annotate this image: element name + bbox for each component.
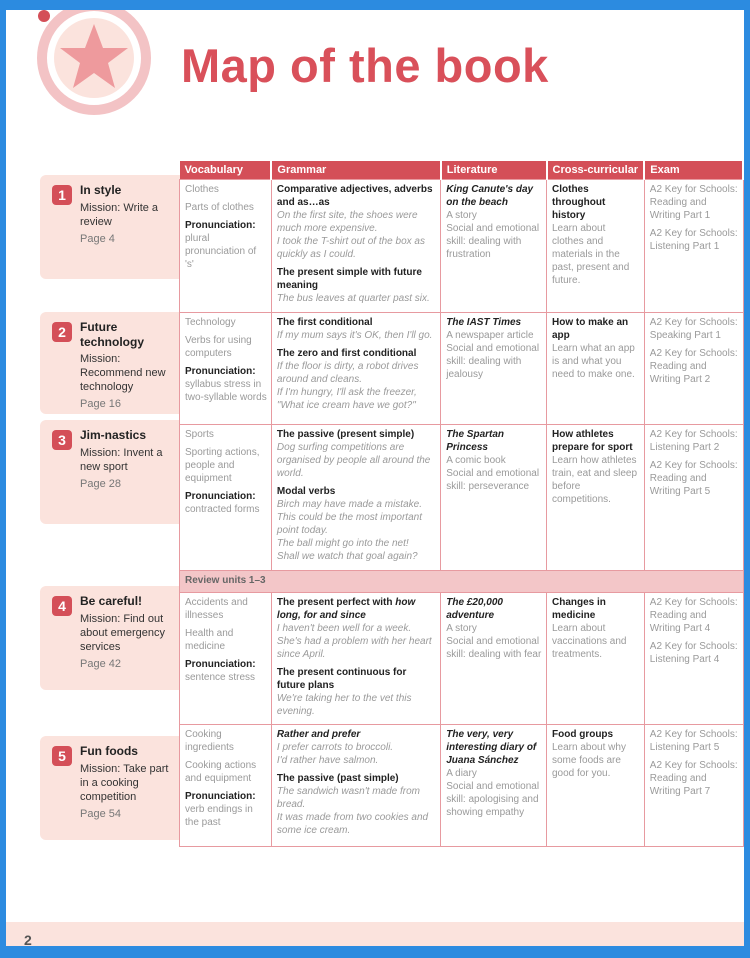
pronunciation-text: plural pronunciation of 's' (185, 233, 257, 270)
unit-mission: Mission: Find out about emergency services (80, 613, 165, 653)
table-row (180, 593, 744, 725)
unit-title: Future technology (80, 320, 145, 349)
cross-desc: Learn how athletes train, eat and sleep before competitions. (552, 455, 638, 505)
unit-title: Fun foods (80, 744, 138, 758)
unit-tab-5[interactable] (40, 736, 180, 840)
literature-title: King Canute's day on the beach (446, 184, 534, 208)
grammar-heading: The present simple with future meaning (276, 267, 422, 291)
cross-title: How athletes prepare for sport (552, 429, 633, 453)
cross-desc: Learn about vaccinations and treatments. (552, 623, 627, 660)
grammar-heading: Comparative adjectives, adverbs and as…as (276, 184, 433, 208)
grammar-heading: The present perfect with (276, 597, 396, 608)
grammar-cell (271, 593, 440, 725)
grammar-example: The ball might go into the net! (276, 538, 409, 549)
vocab-item: Sporting actions, people and equipment (185, 447, 260, 484)
grammar-cell (271, 725, 440, 847)
vocab-item: Technology (185, 317, 236, 328)
literature-type: A story (446, 623, 477, 634)
pronunciation-label: Pronunciation: (185, 491, 256, 502)
unit-tab-1[interactable] (40, 175, 180, 279)
literature-cell (441, 313, 547, 425)
unit-page: Page 4 (80, 233, 115, 245)
literature-title: The IAST Times (446, 317, 522, 328)
unit-title: In style (80, 183, 122, 197)
grammar-example: I haven't been well for a week. (276, 623, 412, 634)
cross-title: Food groups (552, 729, 614, 740)
exam-item: A2 Key for Schools: Listening Part 2 (649, 429, 738, 453)
unit-title: Be careful! (80, 594, 143, 608)
unit-tab-4[interactable] (40, 586, 180, 690)
literature-cell (441, 593, 547, 725)
literature-cell (441, 180, 547, 313)
pronunciation-label: Pronunciation: (185, 791, 256, 802)
cross-curricular-cell (547, 180, 645, 313)
grammar-example: Shall we watch that goal again? (276, 551, 418, 562)
grammar-example: If the floor is dirty, a robot drives around and cleans. (276, 361, 419, 385)
grammar-example: Birch may have made a mistake. (276, 499, 422, 510)
grammar-example: The bus leaves at quarter past six. (276, 293, 430, 304)
literature-skill: Social and emotional skill: perseverance (446, 468, 540, 492)
literature-title: The £20,000 adventure (446, 597, 503, 621)
unit-mission: Mission: Take part in a cooking competition (80, 763, 169, 803)
cross-curricular-cell (547, 593, 645, 725)
table-header-row (180, 161, 744, 180)
column-header: Cross-curricular (547, 161, 645, 180)
unit-number: 3 (52, 430, 72, 450)
grammar-example: I prefer carrots to broccoli. (276, 742, 394, 753)
pronunciation-label: Pronunciation: (185, 220, 256, 231)
unit-title: Jim-nastics (80, 428, 147, 442)
exam-cell (644, 725, 743, 847)
map-table (179, 161, 744, 847)
grammar-cell (271, 180, 440, 313)
unit-number: 5 (52, 746, 72, 766)
exam-cell (644, 313, 743, 425)
footer-strip (6, 922, 744, 946)
table-row (180, 180, 744, 313)
vocabulary-cell (180, 425, 272, 571)
unit-page: Page 42 (80, 658, 121, 670)
cross-title: How to make an app (552, 317, 629, 341)
vocabulary-cell (180, 313, 272, 425)
literature-skill: Social and emotional skill: apologising and showing empathy (446, 781, 540, 818)
book-page (6, 10, 744, 946)
exam-item: A2 Key for Schools: Reading and Writing Part 4 (649, 597, 738, 634)
column-header: Exam (644, 161, 743, 180)
exam-item: A2 Key for Schools: Reading and Writing Part 5 (649, 460, 738, 497)
grammar-example: If my mum says it's OK, then I'll go. (276, 330, 433, 341)
grammar-heading: The present continuous for future plans (276, 667, 407, 691)
grammar-heading: Modal verbs (276, 486, 336, 497)
star-badge-icon (24, 10, 154, 122)
grammar-example: The sandwich wasn't made from bread. (276, 786, 421, 810)
exam-item: A2 Key for Schools: Reading and Writing Part 1 (649, 184, 738, 221)
exam-item: A2 Key for Schools: Listening Part 4 (649, 641, 738, 665)
unit-number: 2 (52, 322, 72, 342)
cross-curricular-cell (547, 313, 645, 425)
grammar-heading-italic: how long, for and since (276, 597, 416, 621)
literature-type: A diary (446, 768, 477, 779)
review-label: Review units 1–3 (180, 571, 744, 593)
vocabulary-cell (180, 593, 272, 725)
vocabulary-cell (180, 180, 272, 313)
literature-skill: Social and emotional skill: dealing with frustration (446, 223, 540, 260)
literature-type: A comic book (446, 455, 506, 466)
exam-item: A2 Key for Schools: Speaking Part 1 (649, 317, 738, 341)
literature-title: The very, very interesting diary of Juana Sánchez (446, 729, 537, 766)
grammar-example: On the first site, the shoes were much more expensive. (276, 210, 418, 234)
exam-cell (644, 593, 743, 725)
literature-type: A newspaper article (446, 330, 534, 341)
column-header: Literature (441, 161, 547, 180)
grammar-example: This could be the most important point today. (276, 512, 422, 536)
pronunciation-text: contracted forms (185, 504, 260, 515)
exam-item: A2 Key for Schools: Reading and Writing Part 7 (649, 760, 738, 797)
vocab-item: Verbs for using computers (185, 335, 252, 359)
cross-title: Changes in medicine (552, 597, 606, 621)
literature-type: A story (446, 210, 477, 221)
unit-number: 4 (52, 596, 72, 616)
literature-skill: Social and emotional skill: dealing with fear (446, 636, 542, 660)
cross-curricular-cell (547, 725, 645, 847)
grammar-heading: Rather and prefer (276, 729, 361, 740)
cross-desc: Learn about why some foods are good for you. (552, 742, 626, 779)
exam-item: A2 Key for Schools: Listening Part 5 (649, 729, 738, 753)
vocab-item: Health and medicine (185, 628, 234, 652)
cross-desc: Learn what an app is and what you need to make one. (552, 343, 635, 380)
exam-cell (644, 425, 743, 571)
pronunciation-text: verb endings in the past (185, 804, 253, 828)
grammar-cell (271, 425, 440, 571)
unit-mission: Mission: Invent a new sport (80, 447, 163, 473)
grammar-example: Dog surfing competitions are organised by people all around the world. (276, 442, 431, 479)
table-row (180, 313, 744, 425)
exam-cell (644, 180, 743, 313)
pronunciation-text: syllabus stress in two-syllable words (185, 379, 267, 403)
cross-title: Clothes throughout history (552, 184, 606, 221)
vocab-item: Clothes (185, 184, 219, 195)
page-title: Map of the book (181, 39, 549, 92)
unit-tab-2[interactable] (40, 312, 180, 414)
unit-page: Page 28 (80, 478, 121, 490)
unit-mission: Mission: Recommend new technology (80, 353, 166, 393)
vocab-item: Parts of clothes (185, 202, 254, 213)
review-row (180, 571, 744, 593)
exam-item: A2 Key for Schools: Listening Part 1 (649, 228, 738, 252)
grammar-heading: The zero and first conditional (276, 348, 417, 359)
grammar-example: I'd rather have salmon. (276, 755, 379, 766)
column-header: Grammar (271, 161, 440, 180)
exam-item: A2 Key for Schools: Reading and Writing Part 2 (649, 348, 738, 385)
vocabulary-cell (180, 725, 272, 847)
pronunciation-text: sentence stress (185, 672, 256, 683)
unit-tab-3[interactable] (40, 420, 180, 524)
unit-page: Page 54 (80, 808, 121, 820)
grammar-example: If I'm hungry, I'll ask the freezer, "What ice cream have we got?" (276, 387, 417, 411)
grammar-heading: The passive (past simple) (276, 773, 399, 784)
literature-title: The Spartan Princess (446, 429, 505, 453)
grammar-example: It was made from two cookies and some ice cream. (276, 812, 429, 836)
grammar-example: She's had a problem with her heart since April. (276, 636, 432, 660)
vocab-item: Cooking actions and equipment (185, 760, 257, 784)
cross-desc: Learn about clothes and materials in the past, present and future. (552, 223, 630, 286)
column-header: Vocabulary (180, 161, 272, 180)
grammar-heading: The first conditional (276, 317, 373, 328)
vocab-item: Sports (185, 429, 214, 440)
vocab-item: Cooking ingredients (185, 729, 234, 753)
literature-skill: Social and emotional skill: dealing with jealousy (446, 343, 540, 380)
vocab-item: Accidents and illnesses (185, 597, 248, 621)
literature-cell (441, 425, 547, 571)
unit-mission: Mission: Write a review (80, 202, 159, 228)
unit-number: 1 (52, 185, 72, 205)
grammar-heading: The passive (present simple) (276, 429, 415, 440)
literature-cell (441, 725, 547, 847)
grammar-cell (271, 313, 440, 425)
grammar-example: I took the T-shirt out of the box as quickly as I could. (276, 236, 425, 260)
pronunciation-label: Pronunciation: (185, 659, 256, 670)
page-number: 2 (24, 932, 32, 946)
cross-curricular-cell (547, 425, 645, 571)
unit-page: Page 16 (80, 398, 121, 410)
grammar-example: We're taking her to the vet this evening. (276, 693, 412, 717)
table-row (180, 725, 744, 847)
table-row (180, 425, 744, 571)
pronunciation-label: Pronunciation: (185, 366, 256, 377)
